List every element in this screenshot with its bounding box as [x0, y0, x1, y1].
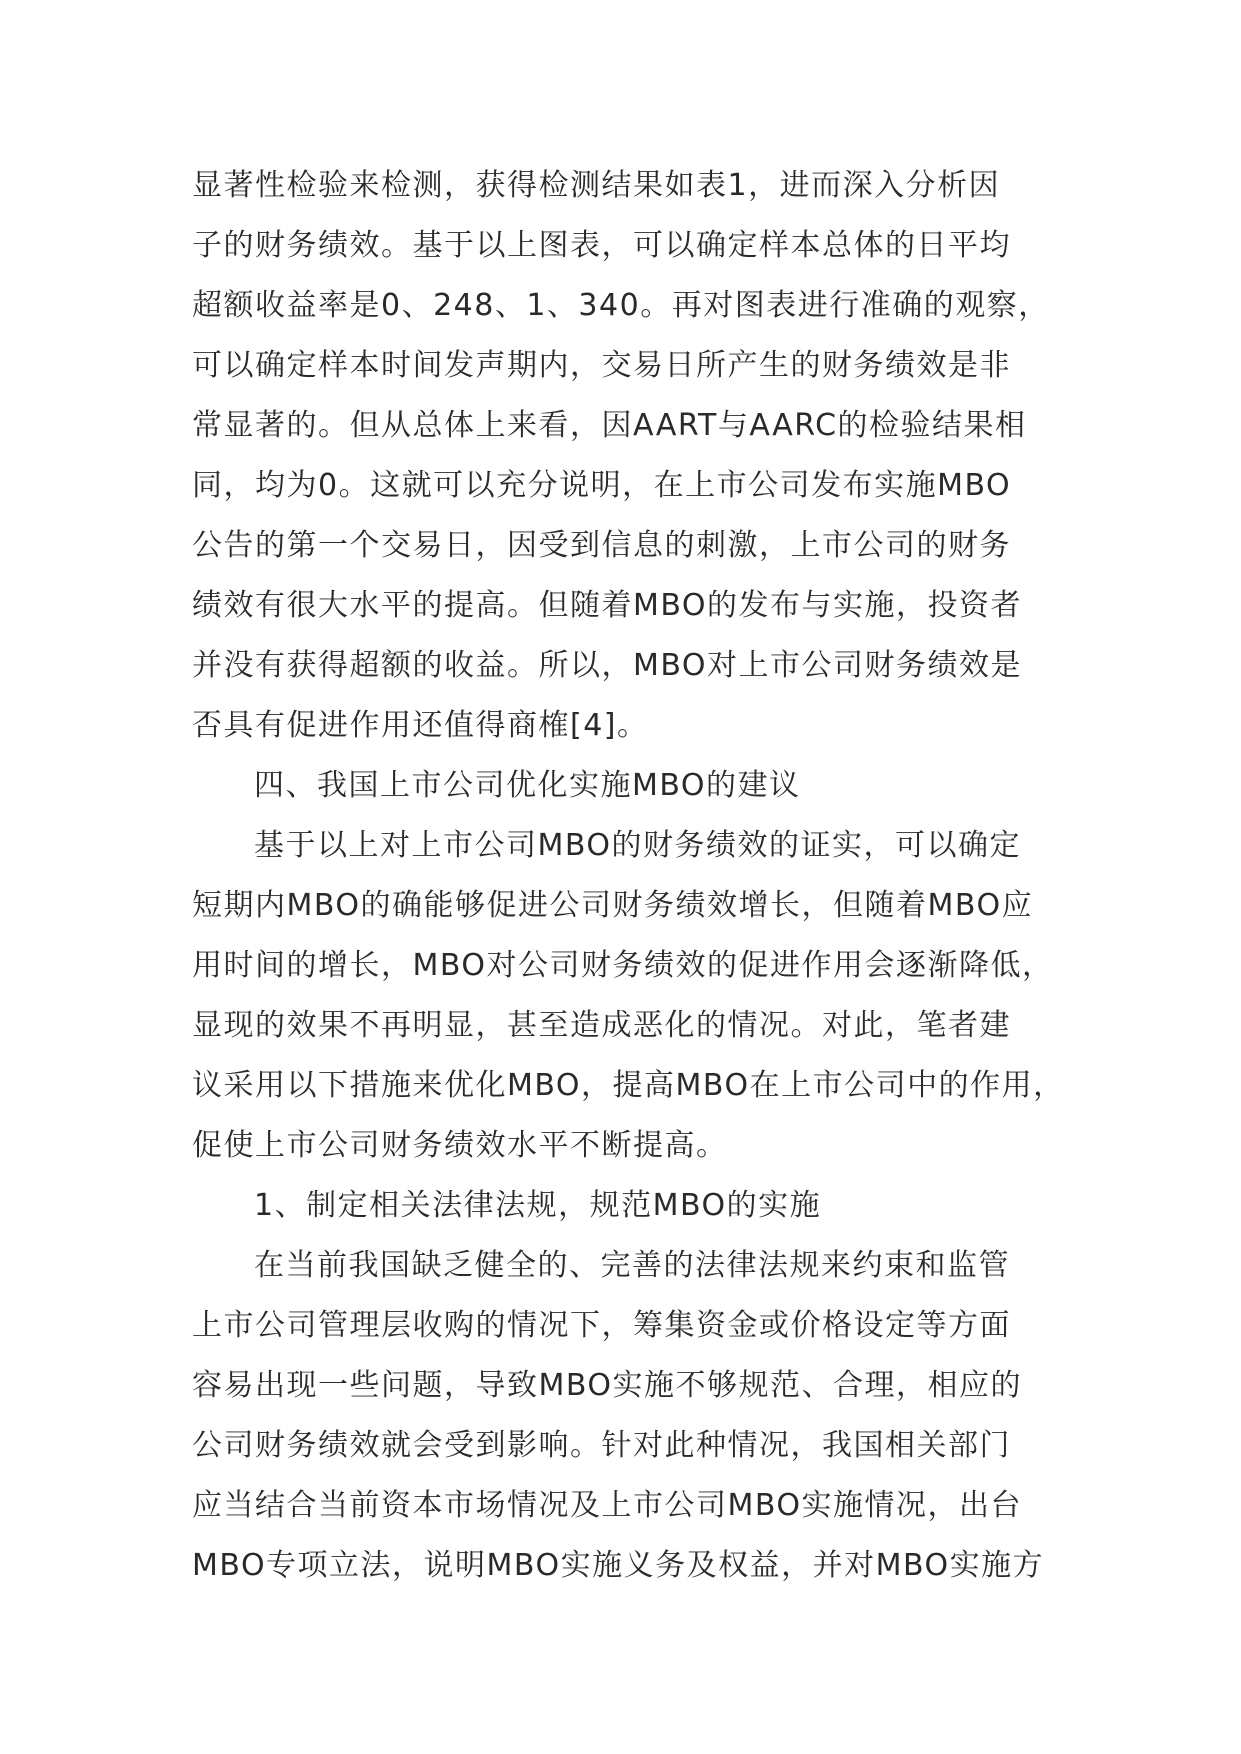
- text-line: 上市公司管理层收购的情况下，筹集资金或价格设定等方面: [192, 1308, 1011, 1343]
- subsection-heading: 1、制定相关法律法规，规范MBO的实施: [254, 1188, 822, 1223]
- text-line: 常显著的。但从总体上来看，因AART与AARC的检验结果相: [192, 408, 1027, 443]
- text-line: 可以确定样本时间发声期内，交易日所产生的财务绩效是非: [192, 348, 1011, 383]
- text-line: 在当前我国缺乏健全的、完善的法律法规来约束和监管: [254, 1248, 1010, 1283]
- text-line: 公司财务绩效就会受到影响。针对此种情况，我国相关部门: [192, 1428, 1011, 1463]
- text-line: 子的财务绩效。基于以上图表，可以确定样本总体的日平均: [192, 228, 1011, 263]
- section-heading: 四、我国上市公司优化实施MBO的建议: [254, 768, 801, 803]
- text-line: 用时间的增长，MBO对公司财务绩效的促进作用会逐渐降低，: [192, 948, 1054, 983]
- text-line: 应当结合当前资本市场情况及上市公司MBO实施情况，出台: [192, 1488, 1023, 1523]
- text-line: 绩效有很大水平的提高。但随着MBO的发布与实施，投资者: [192, 588, 1023, 623]
- text-line: 超额收益率是0、248、1、340。再对图表进行准确的观察，: [192, 288, 1050, 323]
- paragraph-suggestions-intro: [192, 816, 1065, 1176]
- text-line: 促使上市公司财务绩效水平不断提高。: [192, 1128, 728, 1163]
- document-page: [192, 156, 1065, 1596]
- text-line: 显著性检验来检测，获得检测结果如表1，进而深入分析因: [192, 168, 1001, 203]
- text-line: 同，均为0。这就可以充分说明，在上市公司发布实施MBO: [192, 468, 1012, 503]
- text-line: 短期内MBO的确能够促进公司财务绩效增长，但随着MBO应: [192, 888, 1034, 923]
- text-line: 容易出现一些问题，导致MBO实施不够规范、合理，相应的: [192, 1368, 1023, 1403]
- text-line: 并没有获得超额的收益。所以，MBO对上市公司财务绩效是: [192, 648, 1023, 683]
- text-line: MBO专项立法，说明MBO实施义务及权益，并对MBO实施方: [192, 1548, 1045, 1583]
- paragraph-legislation: [192, 1236, 1062, 1596]
- text-line: 议采用以下措施来优化MBO，提高MBO在上市公司中的作用，: [192, 1068, 1065, 1103]
- text-line: 基于以上对上市公司MBO的财务绩效的证实，可以确定: [254, 828, 1022, 863]
- text-line: 公告的第一个交易日，因受到信息的刺激，上市公司的财务: [192, 528, 1011, 563]
- paragraph-analysis: [192, 156, 1062, 756]
- text-line: 显现的效果不再明显，甚至造成恶化的情况。对此，笔者建: [192, 1008, 1011, 1043]
- text-line: 否具有促进作用还值得商榷[4]。: [192, 708, 649, 743]
